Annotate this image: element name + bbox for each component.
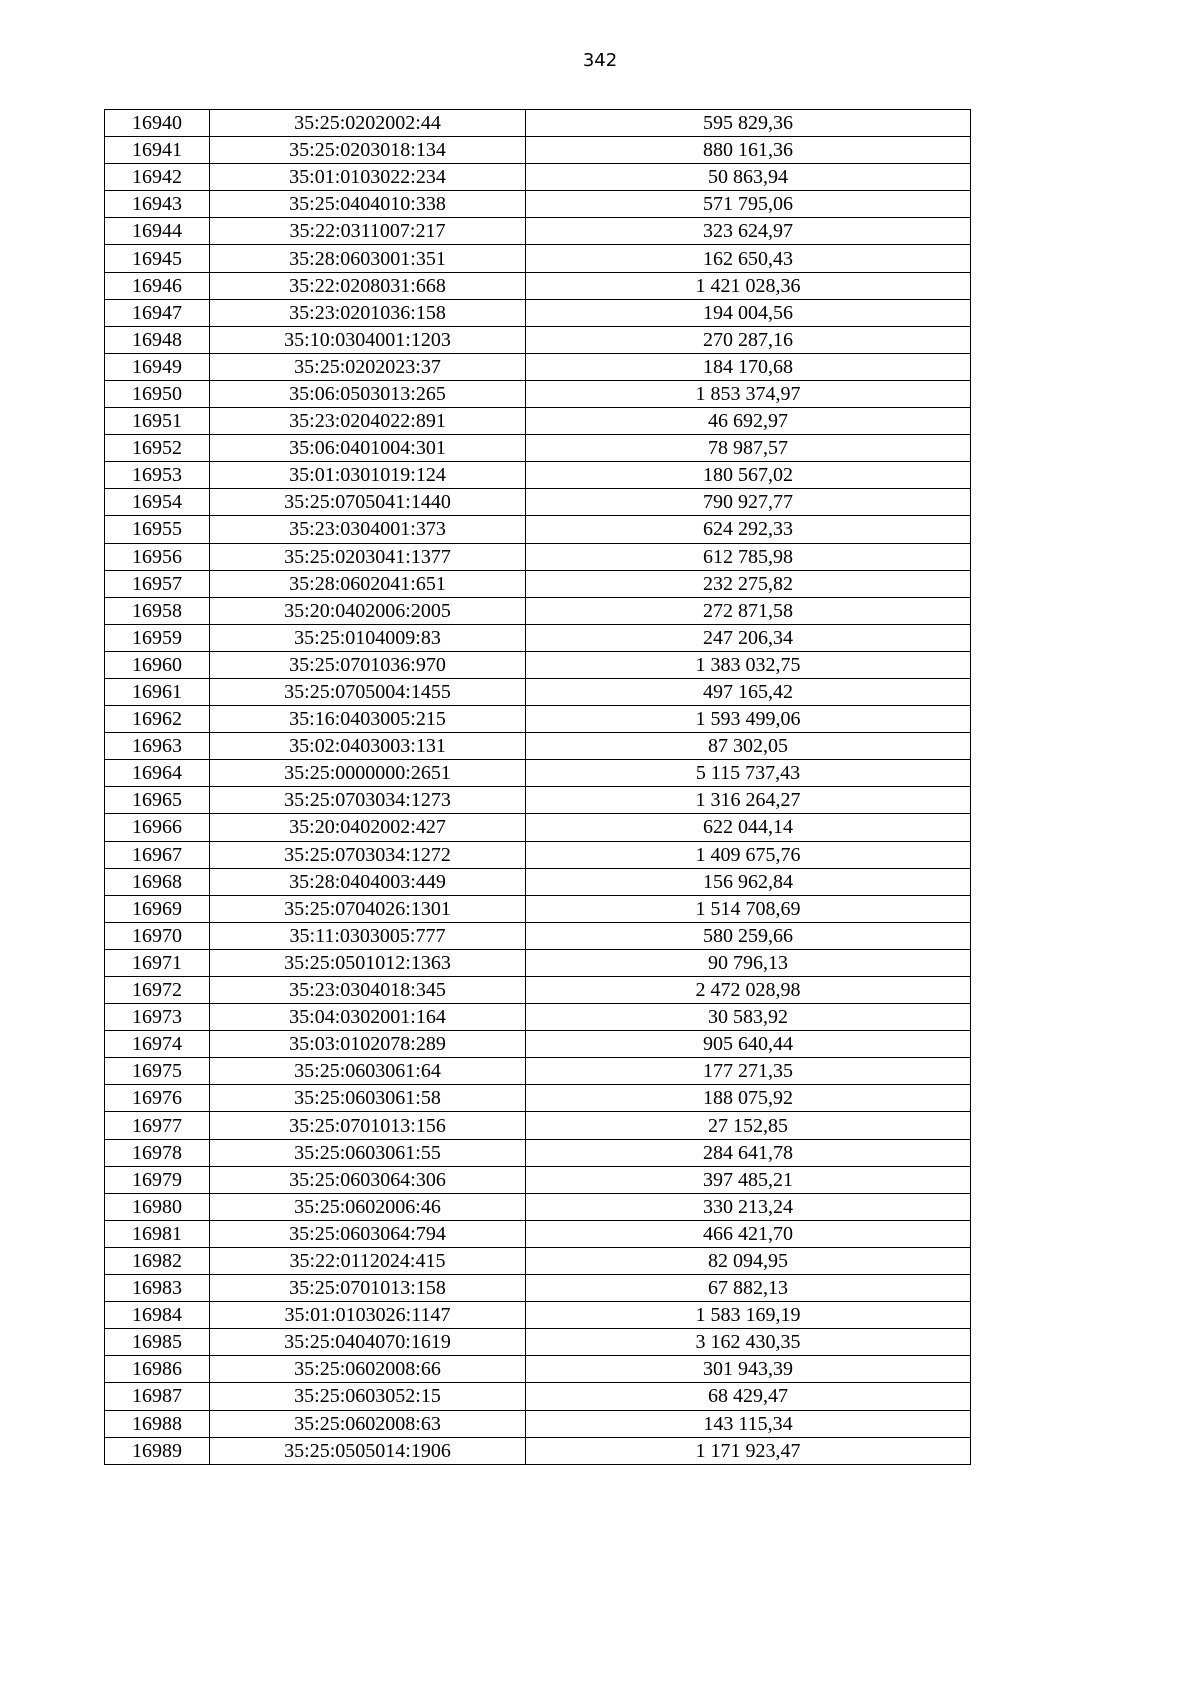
cadastral-number-cell: 35:25:0602006:46	[210, 1193, 526, 1220]
table-row	[105, 841, 971, 868]
row-number-cell: 16967	[105, 841, 210, 868]
table-row	[105, 1058, 971, 1085]
cadastral-number-cell: 35:23:0304001:373	[210, 516, 526, 543]
row-number-cell: 16973	[105, 1004, 210, 1031]
value-cell: 270 287,16	[526, 326, 971, 353]
value-cell: 622 044,14	[526, 814, 971, 841]
value-cell: 1 853 374,97	[526, 380, 971, 407]
value-cell: 27 152,85	[526, 1112, 971, 1139]
value-cell: 180 567,02	[526, 462, 971, 489]
row-number-cell: 16942	[105, 164, 210, 191]
cadastral-number-cell: 35:25:0603064:794	[210, 1220, 526, 1247]
table-row	[105, 489, 971, 516]
value-cell: 30 583,92	[526, 1004, 971, 1031]
value-cell: 330 213,24	[526, 1193, 971, 1220]
cadastral-number-cell: 35:25:0701036:970	[210, 651, 526, 678]
value-cell: 1 583 169,19	[526, 1302, 971, 1329]
row-number-cell: 16952	[105, 435, 210, 462]
row-number-cell: 16944	[105, 218, 210, 245]
cadastral-number-cell: 35:28:0404003:449	[210, 868, 526, 895]
table-row	[105, 1085, 971, 1112]
value-cell: 67 882,13	[526, 1275, 971, 1302]
value-cell: 397 485,21	[526, 1166, 971, 1193]
cadastral-number-cell: 35:25:0202002:44	[210, 110, 526, 137]
value-cell: 184 170,68	[526, 353, 971, 380]
cadastral-number-cell: 35:25:0703034:1272	[210, 841, 526, 868]
table-row	[105, 1302, 971, 1329]
row-number-cell: 16980	[105, 1193, 210, 1220]
table-row	[105, 380, 971, 407]
cadastral-number-cell: 35:16:0403005:215	[210, 706, 526, 733]
row-number-cell: 16983	[105, 1275, 210, 1302]
value-cell: 177 271,35	[526, 1058, 971, 1085]
value-cell: 232 275,82	[526, 570, 971, 597]
cadastral-number-cell: 35:25:0603061:55	[210, 1139, 526, 1166]
row-number-cell: 16968	[105, 868, 210, 895]
value-cell: 143 115,34	[526, 1410, 971, 1437]
table-row	[105, 1410, 971, 1437]
cadastral-number-cell: 35:25:0602008:63	[210, 1410, 526, 1437]
value-cell: 284 641,78	[526, 1139, 971, 1166]
value-cell: 1 421 028,36	[526, 272, 971, 299]
table-row	[105, 1193, 971, 1220]
row-number-cell: 16954	[105, 489, 210, 516]
cadastral-number-cell: 35:06:0401004:301	[210, 435, 526, 462]
value-cell: 466 421,70	[526, 1220, 971, 1247]
table-row	[105, 408, 971, 435]
table-row	[105, 733, 971, 760]
row-number-cell: 16986	[105, 1356, 210, 1383]
row-number-cell: 16955	[105, 516, 210, 543]
cadastral-number-cell: 35:23:0201036:158	[210, 299, 526, 326]
table-row	[105, 624, 971, 651]
cadastral-number-cell: 35:23:0204022:891	[210, 408, 526, 435]
row-number-cell: 16974	[105, 1031, 210, 1058]
table-row	[105, 1004, 971, 1031]
row-number-cell: 16948	[105, 326, 210, 353]
cadastral-number-cell: 35:25:0701013:156	[210, 1112, 526, 1139]
row-number-cell: 16940	[105, 110, 210, 137]
row-number-cell: 16972	[105, 977, 210, 1004]
cadastral-number-cell: 35:25:0505014:1906	[210, 1437, 526, 1464]
value-cell: 497 165,42	[526, 678, 971, 705]
cadastral-number-cell: 35:25:0603064:306	[210, 1166, 526, 1193]
table-row	[105, 1166, 971, 1193]
row-number-cell: 16976	[105, 1085, 210, 1112]
cadastral-number-cell: 35:25:0703034:1273	[210, 787, 526, 814]
value-cell: 5 115 737,43	[526, 760, 971, 787]
row-number-cell: 16989	[105, 1437, 210, 1464]
table-row	[105, 1383, 971, 1410]
cadastral-number-cell: 35:25:0203018:134	[210, 137, 526, 164]
value-cell: 905 640,44	[526, 1031, 971, 1058]
value-cell: 50 863,94	[526, 164, 971, 191]
table-row	[105, 164, 971, 191]
table-row	[105, 1437, 971, 1464]
row-number-cell: 16961	[105, 678, 210, 705]
value-cell: 1 514 708,69	[526, 895, 971, 922]
value-cell: 162 650,43	[526, 245, 971, 272]
row-number-cell: 16970	[105, 922, 210, 949]
row-number-cell: 16981	[105, 1220, 210, 1247]
cadastral-number-cell: 35:25:0203041:1377	[210, 543, 526, 570]
value-cell: 68 429,47	[526, 1383, 971, 1410]
cadastral-number-cell: 35:25:0000000:2651	[210, 760, 526, 787]
table-row	[105, 299, 971, 326]
table-row	[105, 1112, 971, 1139]
table-row	[105, 787, 971, 814]
cadastral-number-cell: 35:25:0202023:37	[210, 353, 526, 380]
cadastral-number-cell: 35:01:0103026:1147	[210, 1302, 526, 1329]
row-number-cell: 16943	[105, 191, 210, 218]
table-row	[105, 814, 971, 841]
value-cell: 1 593 499,06	[526, 706, 971, 733]
table-row	[105, 110, 971, 137]
cadastral-number-cell: 35:23:0304018:345	[210, 977, 526, 1004]
table-row	[105, 949, 971, 976]
registry-table-body	[105, 110, 971, 1465]
cadastral-number-cell: 35:22:0311007:217	[210, 218, 526, 245]
row-number-cell: 16957	[105, 570, 210, 597]
table-row	[105, 977, 971, 1004]
table-row	[105, 435, 971, 462]
table-row	[105, 137, 971, 164]
row-number-cell: 16964	[105, 760, 210, 787]
cadastral-number-cell: 35:25:0404010:338	[210, 191, 526, 218]
row-number-cell: 16971	[105, 949, 210, 976]
row-number-cell: 16982	[105, 1247, 210, 1274]
table-row	[105, 922, 971, 949]
table-row	[105, 1220, 971, 1247]
table-row	[105, 543, 971, 570]
row-number-cell: 16963	[105, 733, 210, 760]
cadastral-number-cell: 35:22:0112024:415	[210, 1247, 526, 1274]
table-row	[105, 570, 971, 597]
table-row	[105, 218, 971, 245]
cadastral-number-cell: 35:25:0705004:1455	[210, 678, 526, 705]
value-cell: 1 171 923,47	[526, 1437, 971, 1464]
row-number-cell: 16969	[105, 895, 210, 922]
value-cell: 194 004,56	[526, 299, 971, 326]
value-cell: 2 472 028,98	[526, 977, 971, 1004]
value-cell: 156 962,84	[526, 868, 971, 895]
cadastral-number-cell: 35:10:0304001:1203	[210, 326, 526, 353]
table-row	[105, 706, 971, 733]
table-row	[105, 868, 971, 895]
row-number-cell: 16945	[105, 245, 210, 272]
row-number-cell: 16941	[105, 137, 210, 164]
table-row	[105, 895, 971, 922]
table-row	[105, 678, 971, 705]
table-row	[105, 353, 971, 380]
cadastral-number-cell: 35:25:0705041:1440	[210, 489, 526, 516]
cadastral-number-cell: 35:25:0701013:158	[210, 1275, 526, 1302]
value-cell: 612 785,98	[526, 543, 971, 570]
table-row	[105, 462, 971, 489]
value-cell: 247 206,34	[526, 624, 971, 651]
cadastral-number-cell: 35:25:0603061:58	[210, 1085, 526, 1112]
cadastral-number-cell: 35:25:0404070:1619	[210, 1329, 526, 1356]
value-cell: 790 927,77	[526, 489, 971, 516]
row-number-cell: 16950	[105, 380, 210, 407]
value-cell: 1 383 032,75	[526, 651, 971, 678]
value-cell: 571 795,06	[526, 191, 971, 218]
cadastral-number-cell: 35:20:0402002:427	[210, 814, 526, 841]
cadastral-number-cell: 35:22:0208031:668	[210, 272, 526, 299]
value-cell: 78 987,57	[526, 435, 971, 462]
value-cell: 580 259,66	[526, 922, 971, 949]
cadastral-number-cell: 35:25:0603061:64	[210, 1058, 526, 1085]
value-cell: 595 829,36	[526, 110, 971, 137]
row-number-cell: 16960	[105, 651, 210, 678]
value-cell: 3 162 430,35	[526, 1329, 971, 1356]
table-row	[105, 651, 971, 678]
table-row	[105, 326, 971, 353]
row-number-cell: 16984	[105, 1302, 210, 1329]
table-row	[105, 245, 971, 272]
cadastral-number-cell: 35:28:0603001:351	[210, 245, 526, 272]
row-number-cell: 16947	[105, 299, 210, 326]
cadastral-number-cell: 35:25:0602008:66	[210, 1356, 526, 1383]
table-row	[105, 1247, 971, 1274]
cadastral-number-cell: 35:01:0103022:234	[210, 164, 526, 191]
row-number-cell: 16979	[105, 1166, 210, 1193]
row-number-cell: 16953	[105, 462, 210, 489]
cadastral-number-cell: 35:25:0704026:1301	[210, 895, 526, 922]
cadastral-number-cell: 35:03:0102078:289	[210, 1031, 526, 1058]
row-number-cell: 16946	[105, 272, 210, 299]
cadastral-number-cell: 35:04:0302001:164	[210, 1004, 526, 1031]
cadastral-number-cell: 35:11:0303005:777	[210, 922, 526, 949]
row-number-cell: 16956	[105, 543, 210, 570]
value-cell: 1 316 264,27	[526, 787, 971, 814]
table-row	[105, 1031, 971, 1058]
table-row	[105, 1356, 971, 1383]
cadastral-number-cell: 35:06:0503013:265	[210, 380, 526, 407]
value-cell: 188 075,92	[526, 1085, 971, 1112]
row-number-cell: 16985	[105, 1329, 210, 1356]
value-cell: 301 943,39	[526, 1356, 971, 1383]
table-row	[105, 597, 971, 624]
cadastral-number-cell: 35:20:0402006:2005	[210, 597, 526, 624]
row-number-cell: 16977	[105, 1112, 210, 1139]
row-number-cell: 16949	[105, 353, 210, 380]
value-cell: 82 094,95	[526, 1247, 971, 1274]
table-row	[105, 1275, 971, 1302]
page-number: 342	[582, 50, 618, 71]
table-row	[105, 516, 971, 543]
row-number-cell: 16951	[105, 408, 210, 435]
registry-table	[104, 109, 971, 1465]
row-number-cell: 16978	[105, 1139, 210, 1166]
table-row	[105, 1139, 971, 1166]
table-row	[105, 1329, 971, 1356]
cadastral-number-cell: 35:02:0403003:131	[210, 733, 526, 760]
table-row	[105, 760, 971, 787]
table-row	[105, 191, 971, 218]
value-cell: 624 292,33	[526, 516, 971, 543]
row-number-cell: 16987	[105, 1383, 210, 1410]
row-number-cell: 16958	[105, 597, 210, 624]
value-cell: 272 871,58	[526, 597, 971, 624]
value-cell: 90 796,13	[526, 949, 971, 976]
cadastral-number-cell: 35:28:0602041:651	[210, 570, 526, 597]
row-number-cell: 16988	[105, 1410, 210, 1437]
cadastral-number-cell: 35:25:0501012:1363	[210, 949, 526, 976]
value-cell: 87 302,05	[526, 733, 971, 760]
cadastral-number-cell: 35:01:0301019:124	[210, 462, 526, 489]
row-number-cell: 16959	[105, 624, 210, 651]
row-number-cell: 16962	[105, 706, 210, 733]
row-number-cell: 16965	[105, 787, 210, 814]
value-cell: 880 161,36	[526, 137, 971, 164]
value-cell: 323 624,97	[526, 218, 971, 245]
cadastral-number-cell: 35:25:0104009:83	[210, 624, 526, 651]
table-row	[105, 272, 971, 299]
row-number-cell: 16966	[105, 814, 210, 841]
row-number-cell: 16975	[105, 1058, 210, 1085]
value-cell: 1 409 675,76	[526, 841, 971, 868]
cadastral-number-cell: 35:25:0603052:15	[210, 1383, 526, 1410]
value-cell: 46 692,97	[526, 408, 971, 435]
